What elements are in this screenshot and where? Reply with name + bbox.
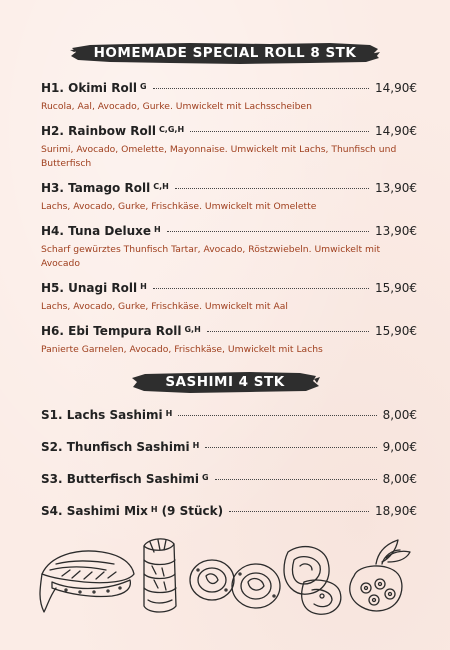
item-line <box>41 323 417 341</box>
item-price: 8,00€ <box>382 408 417 422</box>
allergen-code: H <box>165 409 173 418</box>
item-price: 15,90€ <box>375 324 417 338</box>
uramaki-drawing <box>284 547 341 615</box>
item-line <box>41 180 417 198</box>
allergen-code: H <box>150 505 158 514</box>
dot-leader <box>178 415 376 416</box>
item-description: Scharf gewürztes Thunfisch Tartar, Avocado, Röstzwiebeln. Umwickelt mit Avocado <box>41 244 381 269</box>
item-line <box>41 80 417 98</box>
item-name: S2. Thunfisch Sashimi <box>41 440 190 454</box>
sushi-illustrations <box>36 530 416 618</box>
item-line <box>41 471 417 489</box>
item-name: S4. Sashimi Mix <box>41 504 148 518</box>
menu-item <box>41 123 417 171</box>
section-sashimi <box>41 407 417 535</box>
menu-item <box>41 503 417 521</box>
item-line <box>41 503 417 521</box>
item-name: H3. Tamago Roll <box>41 181 151 195</box>
dot-leader <box>207 331 369 332</box>
section-heading: SASHIMI 4 STK <box>165 374 285 390</box>
menu-item <box>41 407 417 425</box>
item-description: Lachs, Avocado, Gurke, Frischkäse. Umwickelt mit Omelette <box>41 201 317 212</box>
allergen-code: H <box>140 282 147 291</box>
allergen-code: G,H <box>184 325 201 334</box>
menu-item <box>41 323 417 357</box>
item-name: S3. Butterfisch Sashimi <box>41 472 199 486</box>
menu-item <box>41 180 417 214</box>
dot-leader <box>190 131 369 132</box>
allergen-code: H <box>154 225 161 234</box>
item-extra: (9 Stück) <box>161 504 224 518</box>
dot-leader <box>167 231 369 232</box>
item-description: Surimi, Avocado, Omelette, Mayonnaise. Umwickelt mit Lachs, Thunfisch und Butterfisch <box>41 144 397 169</box>
dot-leader <box>229 511 369 512</box>
allergen-code: H <box>192 441 200 450</box>
dot-leader <box>205 447 376 448</box>
allergen-code: C,G,H <box>158 125 185 134</box>
item-description: Panierte Garnelen, Avocado, Frischkäse, Umwickelt mit Lachs <box>41 344 323 355</box>
item-name: H2. Rainbow Roll <box>41 124 156 138</box>
menu-item <box>41 80 417 114</box>
item-line <box>41 407 417 425</box>
dot-leader <box>153 288 369 289</box>
item-price: 14,90€ <box>375 124 417 138</box>
roll-stack-drawing <box>144 539 176 612</box>
item-price: 13,90€ <box>375 181 417 195</box>
item-name: H6. Ebi Tempura Roll <box>41 324 182 338</box>
item-price: 18,90€ <box>375 504 417 518</box>
dot-leader <box>153 88 369 89</box>
menu-item <box>41 280 417 314</box>
item-name: S1. Lachs Sashimi <box>41 408 163 422</box>
item-price: 14,90€ <box>375 81 417 95</box>
allergen-code: G <box>139 82 147 91</box>
item-name: H4. Tuna Deluxe <box>41 224 151 238</box>
item-line <box>41 123 417 141</box>
item-name: H5. Unagi Roll <box>41 281 138 295</box>
maki-pair-drawing <box>190 560 280 608</box>
item-description: Rucola, Aal, Avocado, Gurke. Umwickelt mit Lachsscheiben <box>41 101 312 112</box>
nigiri-drawing <box>40 551 134 612</box>
menu-item <box>41 471 417 489</box>
dot-leader <box>215 479 377 480</box>
item-price: 8,00€ <box>382 472 417 486</box>
section-heading: HOMEMADE SPECIAL ROLL 8 STK <box>93 45 357 61</box>
section-banner-special-roll <box>70 40 380 66</box>
item-description: Lachs, Avocado, Gurke, Frischkäse. Umwickelt mit Aal <box>41 301 288 312</box>
menu-item <box>41 223 417 271</box>
item-line <box>41 280 417 298</box>
item-name: H1. Okimi Roll <box>41 81 137 95</box>
allergen-code: G <box>201 473 209 482</box>
item-price: 9,00€ <box>382 440 417 454</box>
allergen-code: C,H <box>153 182 169 191</box>
dot-leader <box>175 188 369 189</box>
item-line <box>41 223 417 241</box>
item-price: 13,90€ <box>375 224 417 238</box>
dragon-roll-drawing <box>350 540 410 611</box>
menu-item <box>41 439 417 457</box>
section-special-roll <box>41 80 417 366</box>
item-price: 15,90€ <box>375 281 417 295</box>
item-line <box>41 439 417 457</box>
section-banner-sashimi <box>130 369 320 395</box>
